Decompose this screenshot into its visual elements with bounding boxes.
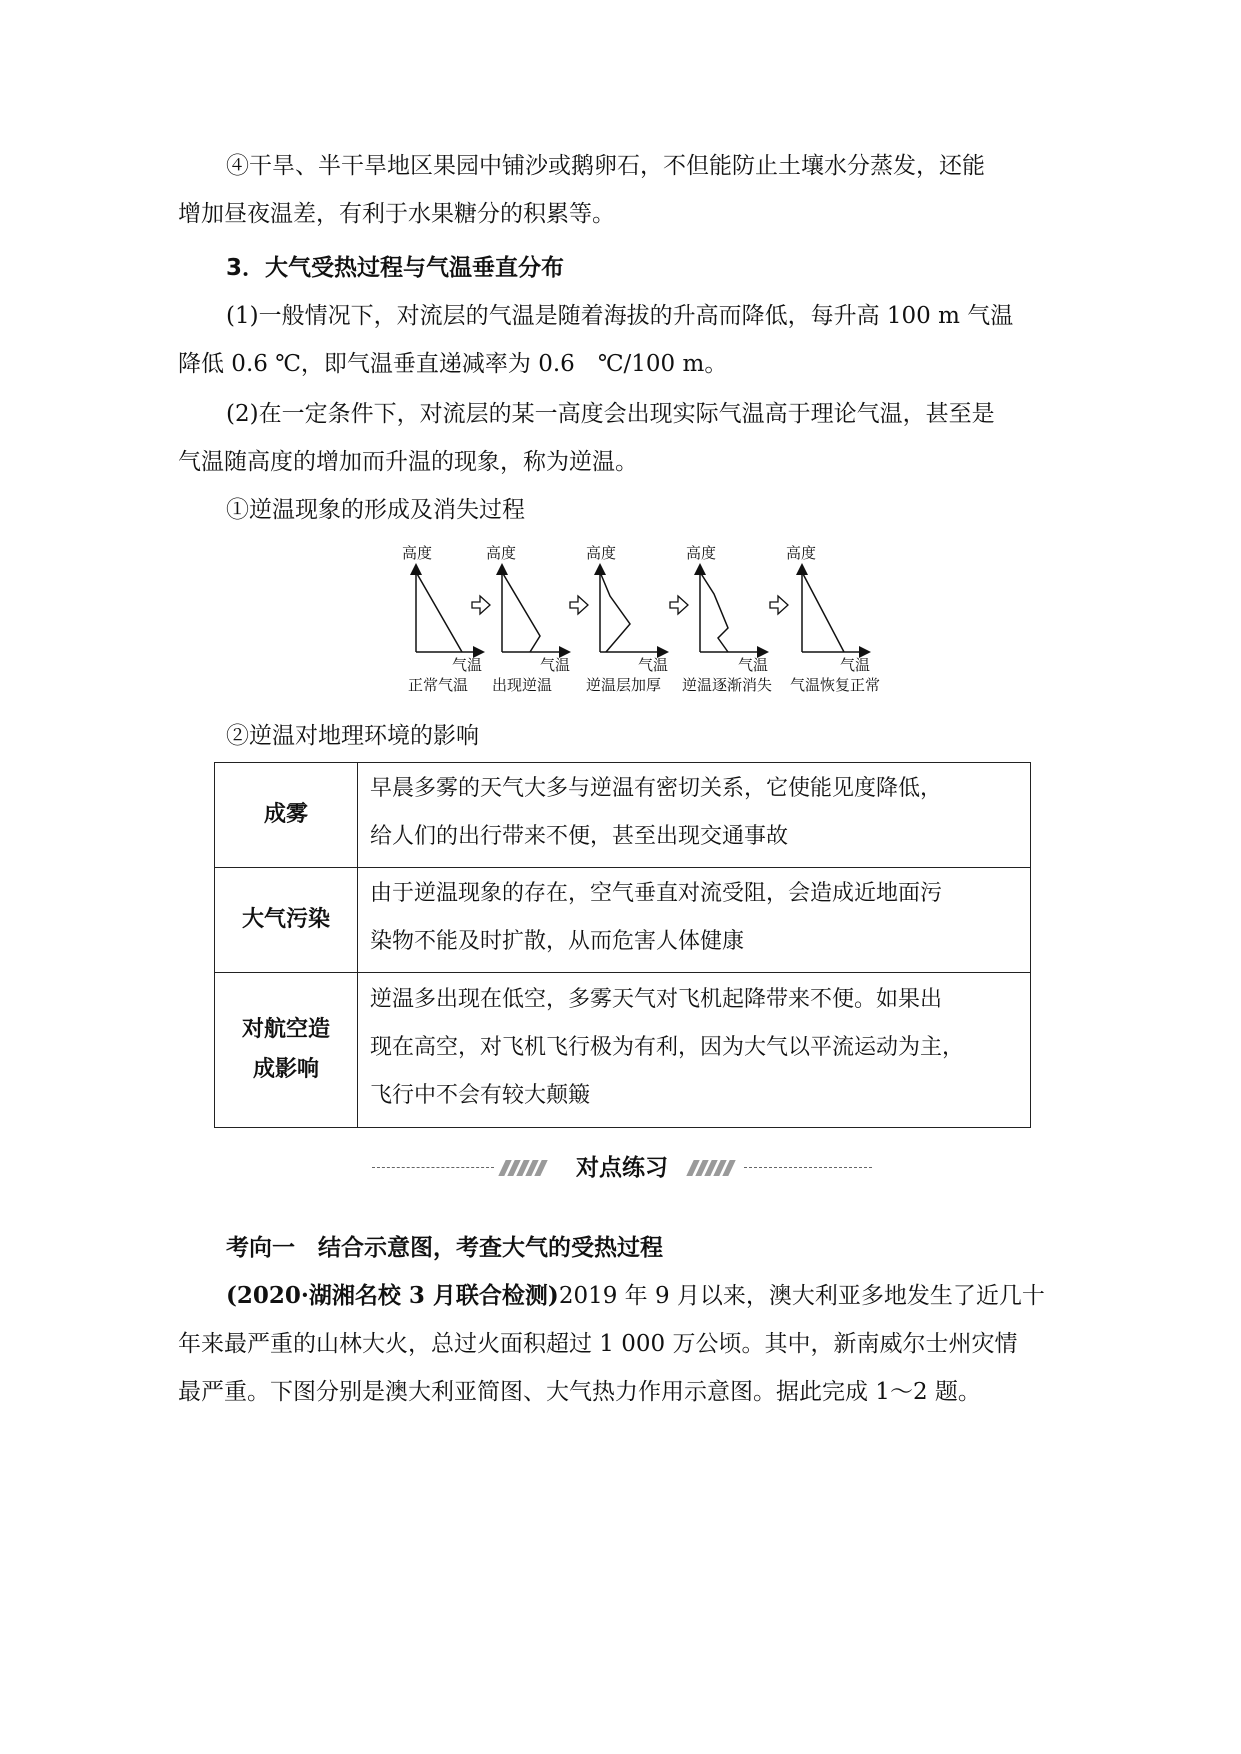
- content-line: 早晨多雾的天气大多与逆温有密切关系，它使能见度降低，: [370, 776, 943, 801]
- x-axis-label: 气温: [540, 656, 571, 674]
- question-source: (2020·湖湘名校 3 月联合检测): [226, 1282, 559, 1309]
- panel-normal-restored: [786, 544, 880, 694]
- arrow-4: [770, 596, 788, 614]
- temperature-profile-line: [802, 572, 844, 652]
- y-axis-label: 高度: [486, 544, 517, 562]
- content-line: 由于逆温现象的存在，空气垂直对流受阻，会造成近地面污: [370, 881, 943, 906]
- kaoxiang-heading: 考向一 结合示意图，考查大气的受热过程: [226, 1235, 663, 1261]
- inversion-diagram-svg: [400, 540, 940, 700]
- temperature-profile-line: [700, 572, 728, 652]
- x-axis-label: 气温: [638, 656, 669, 674]
- divider-stripes-right: [690, 1160, 732, 1176]
- table-row: [215, 973, 1031, 1128]
- content-line: 给人们的出行带来不便，甚至出现交通事故: [370, 824, 789, 849]
- stage-label-3: 逆温层加厚: [586, 676, 662, 694]
- row-header: 成雾: [215, 763, 358, 868]
- content-line: 染物不能及时扩散，从而危害人体健康: [370, 929, 745, 954]
- y-axis-label: 高度: [786, 544, 817, 562]
- stage-label-2: 出现逆温: [492, 676, 553, 694]
- x-axis-label: 气温: [840, 656, 871, 674]
- row-content: [358, 763, 1031, 868]
- item-1-line-2: 降低 0.6 ℃，即气温垂直递减率为 0.6 ℃/100 m。: [178, 351, 728, 377]
- question-line-2: 年来最严重的山林大火，总过火面积超过 1 000 万公顷。其中，新南威尔士州灾情: [178, 1331, 1018, 1357]
- row-header: 对航空造 成影响: [215, 973, 358, 1128]
- temperature-profile-line: [416, 572, 462, 652]
- arrow-2: [570, 596, 588, 614]
- section-3-heading: 3．大气受热过程与气温垂直分布: [226, 255, 565, 281]
- x-axis-label: 气温: [452, 656, 483, 674]
- question-line-1: (2020·湖湘名校 3 月联合检测)2019 年 9 月以来，澳大利亚多地发生了近几十: [226, 1282, 1045, 1309]
- inversion-process-diagram: [400, 540, 940, 700]
- row-content: [358, 973, 1031, 1128]
- stage-label-4: 逆温逐渐消失: [682, 676, 773, 694]
- paragraph-4-line-1: ④干旱、半干旱地区果园中铺沙或鹅卵石，不但能防止土壤水分蒸发，还能: [226, 153, 985, 179]
- y-axis-label: 高度: [402, 544, 433, 562]
- arrow-3: [670, 596, 688, 614]
- table-row: [215, 868, 1031, 973]
- sub-2-heading: ②逆温对地理环境的影响: [226, 723, 479, 749]
- stage-label-1: 正常气温: [408, 676, 469, 694]
- x-axis-label: 气温: [738, 656, 769, 674]
- panel-inversion-disappears: [682, 544, 772, 694]
- content-line: 飞行中不会有较大颠簸: [370, 1083, 591, 1108]
- content-line: 现在高空，对飞机飞行极为有利，因为大气以平流运动为主，: [370, 1035, 965, 1060]
- row-header: 大气污染: [215, 868, 358, 973]
- panel-inversion-thickens: [586, 544, 668, 694]
- temperature-profile-line: [600, 572, 630, 652]
- divider-dash-right: [744, 1167, 872, 1168]
- stage-label-5: 气温恢复正常: [790, 676, 881, 694]
- temperature-profile-line: [502, 572, 540, 652]
- item-2-line-1: (2)在一定条件下，对流层的某一高度会出现实际气温高于理论气温，甚至是: [226, 401, 995, 427]
- panel-normal: [402, 544, 482, 694]
- divider-title: 对点练习: [576, 1155, 668, 1181]
- row-content: [358, 868, 1031, 973]
- y-axis-label: 高度: [686, 544, 717, 562]
- y-axis-label: 高度: [586, 544, 617, 562]
- paragraph-4-line-2: 增加昼夜温差，有利于水果糖分的积累等。: [178, 201, 615, 227]
- inversion-impact-table: [214, 762, 1031, 1128]
- question-line-3: 最严重。下图分别是澳大利亚简图、大气热力作用示意图。据此完成 1～2 题。: [178, 1379, 981, 1405]
- practice-section-divider: [372, 1150, 872, 1186]
- arrow-1: [472, 596, 490, 614]
- divider-dash-left: [372, 1167, 494, 1168]
- item-2-line-2: 气温随高度的增加而升温的现象，称为逆温。: [178, 449, 638, 475]
- content-line: 逆温多出现在低空，多雾天气对飞机起降带来不便。如果出: [370, 987, 943, 1012]
- item-1-line-1: (1)一般情况下，对流层的气温是随着海拔的升高而降低，每升高 100 m 气温: [226, 303, 1014, 329]
- panel-inversion-appears: [486, 544, 570, 694]
- sub-1-heading: ①逆温现象的形成及消失过程: [226, 497, 525, 523]
- divider-stripes-left: [502, 1160, 544, 1176]
- table-row: [215, 763, 1031, 868]
